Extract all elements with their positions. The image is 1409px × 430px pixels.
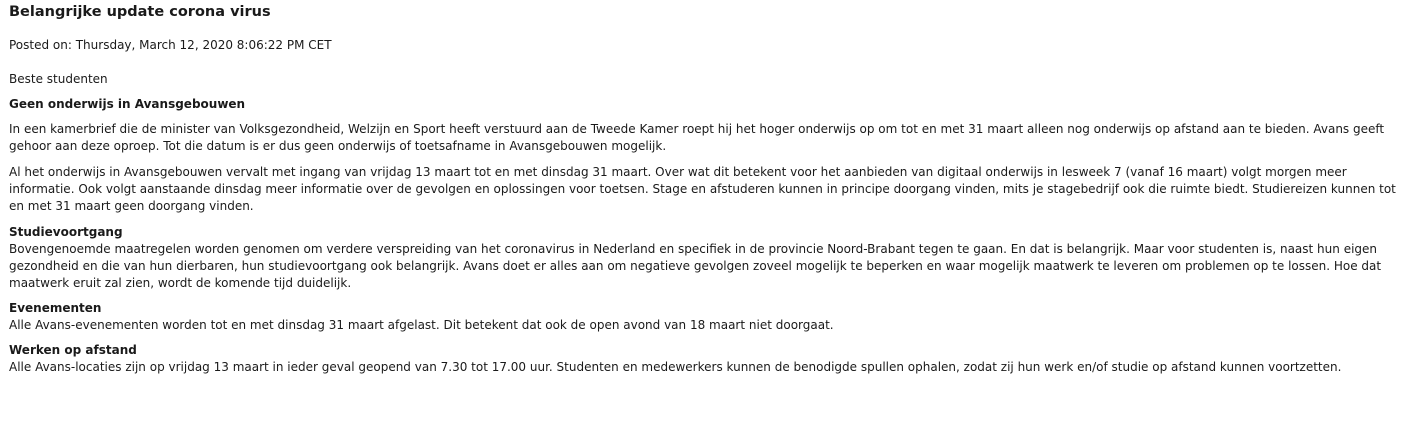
section-text: Bovengenoemde maatregelen worden genomen om verdere verspreiding van het coronavirus in Nederland en specifiek in de provincie Noord-Brabant tegen te gaan. En dat is belangrijk. Maar voor studenten is, naast hun eigen gezondheid en die van hun dierbaren, hun studievoortgang ook belangrijk. Avans doet er alles aan om negatieve gevolgen zoveel mogelijk te beperken en waar mogelijk maatwerk te leveren om problemen op te lossen. Hoe dat maatwerk eruit zal zien, wordt de komende tijd duidelijk.	[9, 242, 1382, 290]
section-heading: Evenementen	[9, 301, 102, 315]
section-heading: Werken op afstand	[9, 343, 137, 357]
section-text: Alle Avans-evenementen worden tot en met dinsdag 31 maart afgelast. Dit betekent dat ook de open avond van 18 maart niet doorgaat.	[9, 318, 834, 332]
section-werken-op-afstand	[9, 342, 1400, 376]
section-heading-geen-onderwijs: Geen onderwijs in Avansgebouwen	[9, 97, 246, 111]
section-studievoortgang	[9, 224, 1400, 292]
announcement-title: Belangrijke update corona virus	[9, 4, 271, 20]
section-text: Alle Avans-locaties zijn op vrijdag 13 maart in ieder geval geopend van 7.30 tot 17.00 uur. Studenten en medewerkers kunnen de benodigde spullen ophalen, zodat zij hun werk en/of studie op afstand kunnen voortzetten.	[9, 360, 1342, 374]
posted-date: Posted on: Thursday, March 12, 2020 8:06:22 PM CET	[9, 38, 332, 52]
greeting: Beste studenten	[9, 72, 108, 86]
paragraph-onderwijs-vervalt: Al het onderwijs in Avansgebouwen vervalt met ingang van vrijdag 13 maart tot en met dinsdag 31 maart. Over wat dit betekent voor het aanbieden van digitaal onderwijs in lesweek 7 (vanaf 16 maart) volgt morgen meer informatie. Ook volgt aanstaande dinsdag meer informatie over de gevolgen en oplossingen voor toetsen. Stage en afstuderen kunnen in principe doorgang vinden, mits je stagebedrijf ook die ruimte biedt. Studiereizen kunnen tot en met 31 maart geen doorgang vinden.	[9, 165, 1396, 213]
section-heading: Studievoortgang	[9, 225, 123, 239]
announcement-body	[9, 71, 1400, 376]
paragraph-kamerbrief: In een kamerbrief die de minister van Volksgezondheid, Welzijn en Sport heeft verstuurd aan de Tweede Kamer roept hij het hoger onderwijs op om tot en met 31 maart alleen nog onderwijs op afstand aan te bieden. Avans geeft gehoor aan deze oproep. Tot die datum is er dus geen onderwijs of toetsafname in Avansgebouwen mogelijk.	[9, 122, 1385, 153]
section-evenementen	[9, 300, 1400, 334]
